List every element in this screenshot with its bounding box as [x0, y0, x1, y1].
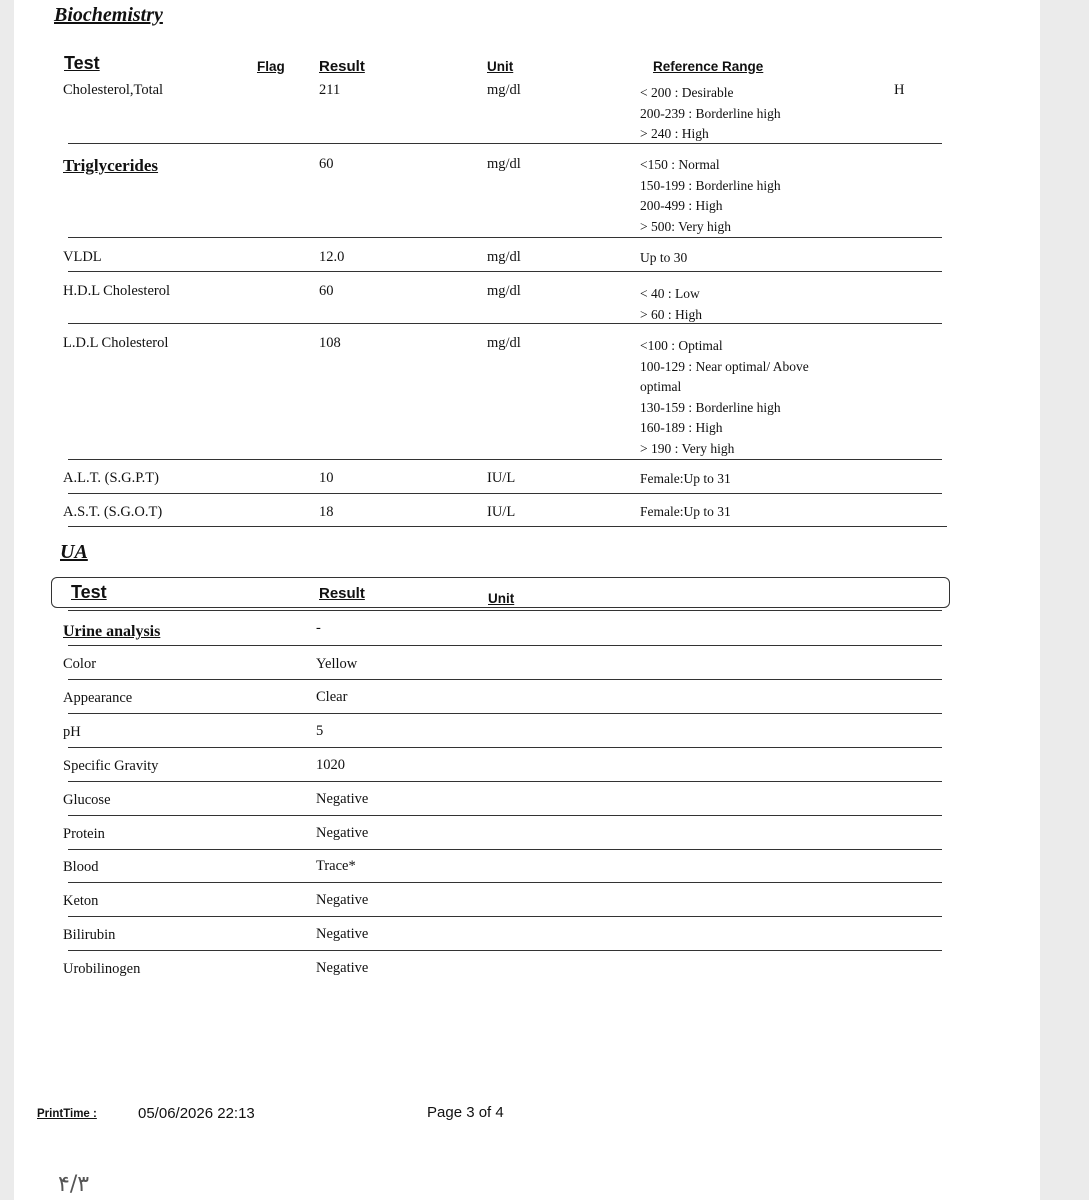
report-page	[14, 0, 1040, 1200]
test-unit: mg/dl	[487, 82, 521, 98]
test-result: 18	[319, 504, 334, 520]
test-result: 60	[319, 156, 334, 172]
test-name: Glucose	[63, 792, 111, 808]
column-header-unit: Unit	[488, 591, 515, 606]
section-end-divider	[68, 526, 947, 527]
reference-range	[640, 284, 702, 325]
test-unit: IU/L	[487, 470, 516, 486]
reference-range	[640, 83, 781, 145]
column-header-test: Test	[71, 582, 107, 602]
reference-line: > 500: Very high	[640, 218, 731, 234]
reference-line: < 200 : Desirable	[640, 85, 734, 100]
high-flag: H	[894, 82, 905, 98]
handwritten-page-note: ۴/۳	[58, 1172, 90, 1197]
test-result: Yellow	[316, 656, 358, 672]
column-header-result: Result	[319, 585, 365, 602]
reference-range	[640, 248, 687, 269]
row-divider	[68, 882, 942, 883]
row-divider	[68, 713, 942, 714]
test-result: 108	[319, 335, 341, 351]
row-divider	[68, 645, 942, 646]
test-result: Negative	[316, 825, 369, 841]
row-divider	[68, 950, 942, 951]
reference-line: 150-199 : Borderline high	[640, 177, 781, 193]
test-result: Clear	[316, 689, 348, 705]
test-result: Negative	[316, 960, 369, 976]
test-name: Triglycerides	[63, 156, 159, 175]
test-name: Cholesterol,Total	[63, 82, 164, 98]
reference-line: Female:Up to 31	[640, 504, 731, 519]
row-divider	[68, 610, 942, 611]
reference-line: < 40 : Low	[640, 286, 700, 301]
reference-line: <100 : Optimal	[640, 338, 723, 353]
test-unit: mg/dl	[487, 283, 521, 299]
reference-range	[640, 155, 781, 237]
test-result: 10	[319, 470, 334, 486]
row-divider	[68, 237, 942, 238]
test-name: Color	[63, 656, 97, 672]
test-unit: mg/dl	[487, 156, 521, 172]
row-divider	[68, 323, 942, 324]
test-name: Specific Gravity	[63, 758, 159, 774]
print-time-value: 05/06/2026 22:13	[138, 1105, 255, 1122]
row-divider	[68, 679, 942, 680]
column-header-test: Test	[64, 53, 100, 73]
test-result: 60	[319, 283, 334, 299]
test-result: 211	[319, 82, 341, 98]
row-divider	[68, 747, 942, 748]
group-name-urine-analysis: Urine analysis	[63, 623, 161, 640]
row-divider	[68, 916, 942, 917]
row-divider	[68, 459, 942, 460]
section-title-ua: UA	[60, 541, 88, 563]
test-name: A.L.T. (S.G.P.T)	[63, 470, 159, 486]
reference-line: Up to 30	[640, 250, 688, 265]
test-result: Negative	[316, 892, 369, 908]
test-unit: mg/dl	[487, 335, 521, 351]
row-divider	[68, 143, 942, 144]
row-divider	[68, 493, 942, 494]
reference-range	[640, 336, 809, 460]
test-result: Trace*	[316, 858, 356, 874]
reference-line: 200-239 : Borderline high	[640, 105, 781, 121]
test-result: Negative	[316, 791, 369, 807]
print-time-label: PrintTime :	[37, 1108, 97, 1120]
row-divider	[68, 781, 942, 782]
test-result: 1020	[316, 757, 345, 773]
test-unit: IU/L	[487, 504, 516, 520]
reference-line: 160-189 : High	[640, 420, 723, 436]
column-header-reference-range: Reference Range	[653, 59, 764, 74]
reference-line: 100-129 : Near optimal/ Above	[640, 358, 809, 374]
test-result: Negative	[316, 926, 369, 942]
reference-line: 200-499 : High	[640, 198, 723, 214]
section-title-biochemistry: Biochemistry	[54, 4, 163, 26]
row-divider	[68, 271, 942, 272]
row-divider	[68, 815, 942, 816]
test-name: pH	[63, 724, 81, 740]
test-name: A.S.T. (S.G.O.T)	[63, 504, 163, 520]
test-name: Bilirubin	[63, 927, 116, 943]
reference-line: <150 : Normal	[640, 157, 720, 172]
test-name: VLDL	[63, 249, 102, 265]
test-name: Blood	[63, 859, 99, 875]
test-name: Protein	[63, 826, 105, 842]
reference-line: > 190 : Very high	[640, 440, 735, 456]
column-header-flag: Flag	[257, 59, 285, 74]
reference-range	[640, 469, 731, 490]
test-result: 5	[316, 723, 324, 739]
reference-range	[640, 502, 731, 523]
column-header-result: Result	[319, 58, 365, 75]
test-result: 12.0	[319, 249, 345, 265]
group-result: -	[316, 620, 321, 636]
page-number: Page 3 of 4	[427, 1104, 504, 1121]
column-header-unit: Unit	[487, 59, 514, 74]
test-unit: mg/dl	[487, 249, 521, 265]
test-name: Urobilinogen	[63, 961, 141, 977]
test-name: L.D.L Cholesterol	[63, 335, 169, 351]
row-divider	[68, 849, 942, 850]
reference-line: optimal	[640, 379, 682, 395]
test-name: Appearance	[63, 690, 133, 706]
reference-line: 130-159 : Borderline high	[640, 399, 781, 415]
reference-line: > 240 : High	[640, 126, 709, 142]
test-name: H.D.L Cholesterol	[63, 283, 170, 299]
test-name: Keton	[63, 893, 99, 909]
reference-line: Female:Up to 31	[640, 471, 731, 486]
reference-line: > 60 : High	[640, 306, 702, 322]
